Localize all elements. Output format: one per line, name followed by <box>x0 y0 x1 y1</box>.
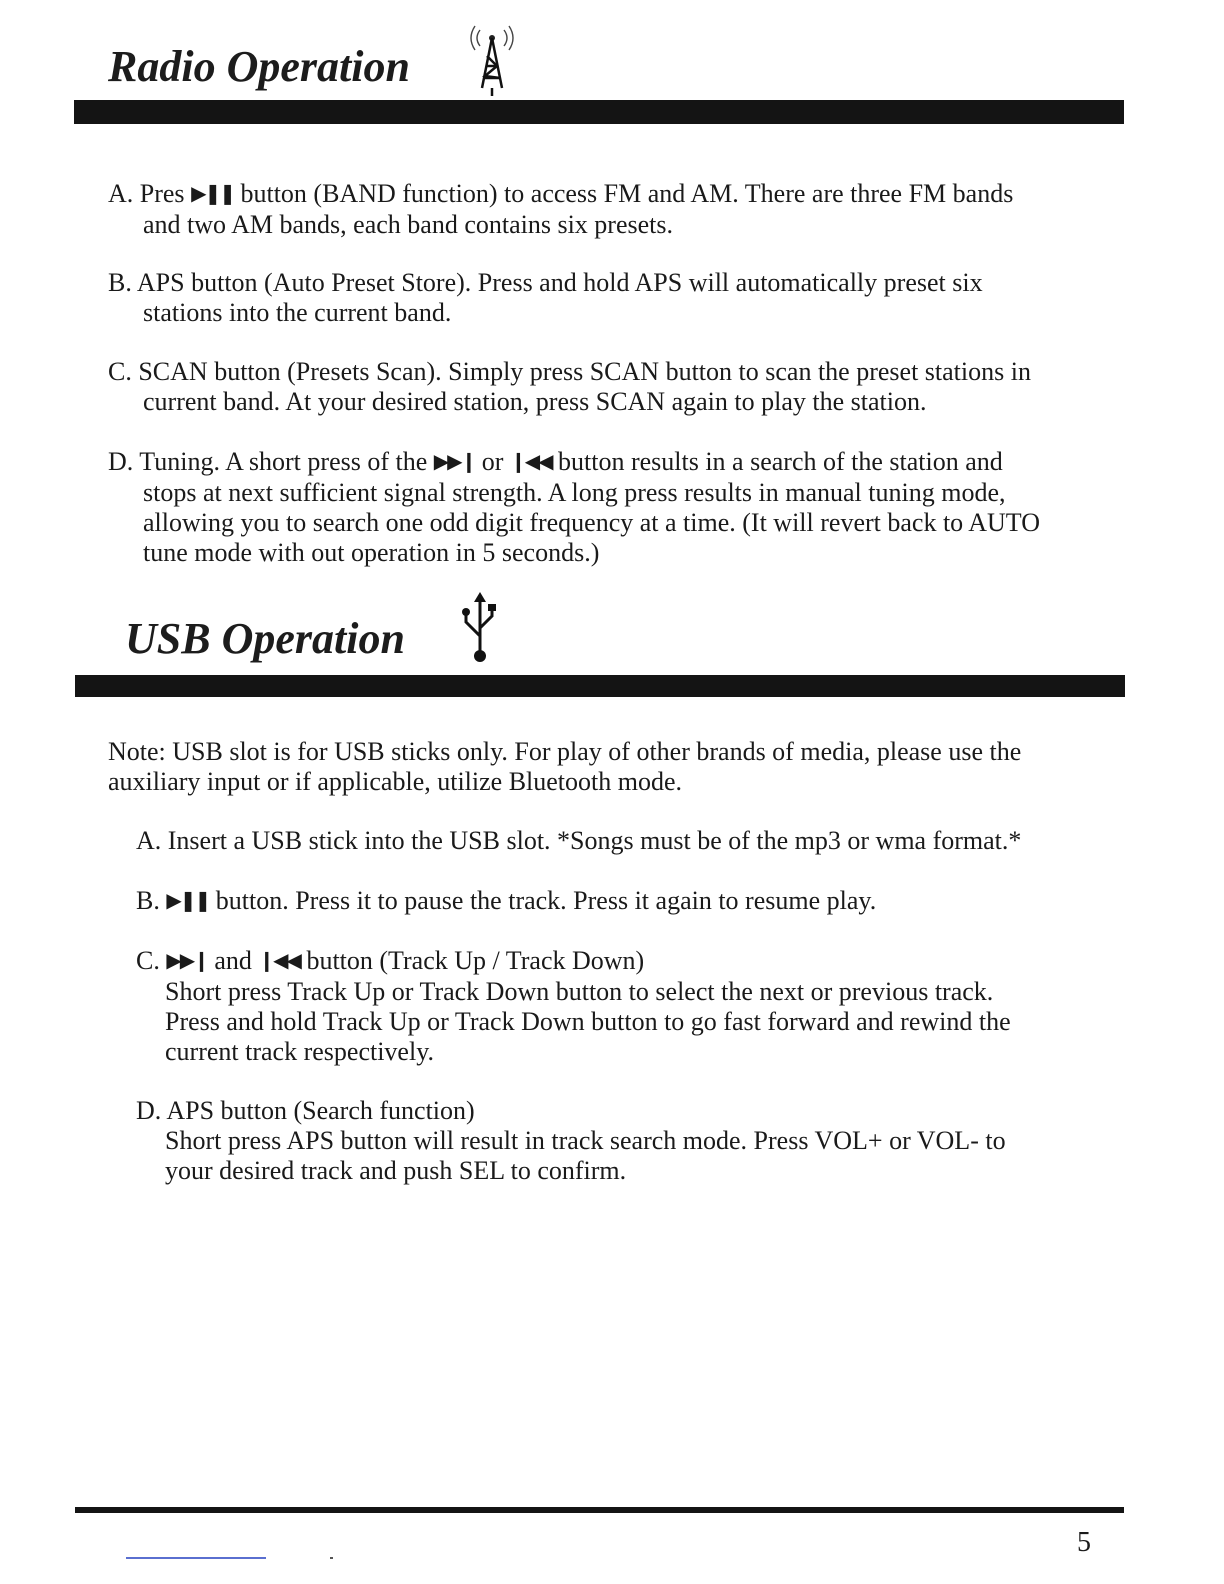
usb-step-c <box>136 946 1011 1067</box>
usb-b-prefix: B. <box>136 886 167 915</box>
usb-note <box>108 737 1021 797</box>
radio-step-b <box>108 268 983 328</box>
radio-b-line2: stations into the current band. <box>143 298 452 327</box>
next-track-icon: ▶▶❙ <box>166 948 208 972</box>
next-track-icon: ▶▶❙ <box>433 449 476 473</box>
scan-speck <box>330 1557 333 1559</box>
radio-b-line1: B. APS button (Auto Preset Store). Press and hold APS will automatically preset six <box>108 268 983 297</box>
usb-c-line4: current track respectively. <box>165 1037 435 1066</box>
usb-step-b <box>136 886 876 917</box>
footer-accent-line <box>126 1557 266 1559</box>
radio-step-c <box>108 357 1031 417</box>
radio-step-d <box>108 447 1040 568</box>
usb-c-line2: Short press Track Up or Track Down button to select the next or previous track. <box>165 977 994 1006</box>
usb-c-prefix: C. <box>136 946 167 975</box>
radio-a-text: button (BAND function) to access FM and AM. There are three FM bands <box>233 179 1014 208</box>
usb-d-line3: your desired track and push SEL to confirm. <box>165 1156 627 1185</box>
radio-operation-heading: Radio Operation <box>108 42 410 91</box>
usb-step-d <box>136 1096 1006 1186</box>
usb-note-line1: Note: USB slot is for USB sticks only. For play of other brands of media, please use the <box>108 737 1022 766</box>
radio-d-text: button results in a search of the station and <box>551 447 1003 476</box>
usb-c-text: button (Track Up / Track Down) <box>299 946 645 975</box>
radio-d-mid: or <box>475 447 510 476</box>
radio-a-prefix: A. Pres <box>108 179 192 208</box>
radio-section-divider <box>74 100 1124 124</box>
usb-d-line2: Short press APS button will result in track search mode. Press VOL+ or VOL- to <box>165 1126 1006 1155</box>
radio-tower-icon <box>462 16 522 96</box>
page-number: 5 <box>1077 1527 1091 1558</box>
radio-d-line3: allowing you to search one odd digit frequency at a time. (It will revert back to AUTO <box>143 508 1040 537</box>
usb-section-divider <box>75 675 1125 697</box>
play-pause-icon: ▶❚❚ <box>191 181 234 205</box>
previous-track-icon: ❙◀◀ <box>258 948 300 972</box>
play-pause-icon: ▶❚❚ <box>166 888 210 912</box>
radio-c-line1: C. SCAN button (Presets Scan). Simply press SCAN button to scan the preset stations in <box>108 357 1031 386</box>
usb-b-text: button. Press it to pause the track. Press it again to resume play. <box>209 886 877 915</box>
usb-operation-heading: USB Operation <box>125 614 405 663</box>
usb-icon <box>460 588 500 664</box>
usb-step-a <box>136 826 1021 856</box>
radio-d-line4: tune mode with out operation in 5 seconds.) <box>143 538 600 567</box>
usb-note-line2: auxiliary input or if applicable, utilize Bluetooth mode. <box>108 767 683 796</box>
radio-d-line2: stops at next sufficient signal strength. A long press results in manual tuning mode, <box>143 478 1006 507</box>
footer-divider <box>75 1507 1124 1513</box>
radio-d-prefix: D. Tuning. A short press of the <box>108 447 434 476</box>
radio-c-line2: current band. At your desired station, press SCAN again to play the station. <box>143 387 927 416</box>
previous-track-icon: ❙◀◀ <box>509 449 552 473</box>
usb-c-line3: Press and hold Track Up or Track Down button to go fast forward and rewind the <box>165 1007 1011 1036</box>
radio-a-line2: and two AM bands, each band contains six presets. <box>143 210 674 239</box>
usb-a-line1: A. Insert a USB stick into the USB slot. *Songs must be of the mp3 or wma format.* <box>136 826 1022 855</box>
radio-step-a <box>108 179 1013 240</box>
usb-d-line1: D. APS button (Search function) <box>136 1096 475 1125</box>
usb-c-mid: and <box>207 946 259 975</box>
